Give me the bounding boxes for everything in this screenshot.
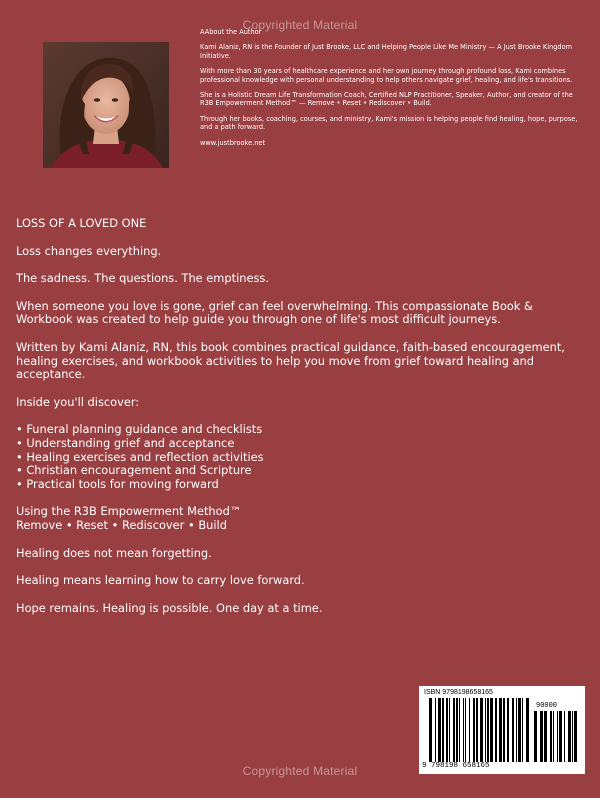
description-paragraph: The sadness. The questions. The emptiness. (16, 271, 269, 286)
discover-intro: Inside you'll discover: (16, 394, 140, 409)
bio-paragraph: She is a Holistic Dream Life Transformation Coach, Certified NLP Practitioner, Speaker, Author, and creator of the R3B Empowerment Method™ — Remove • Reset • Rediscover • Build. (200, 91, 573, 108)
watermark-top: Copyrighted Material (242, 18, 358, 32)
closing-line: Hope remains. Healing is possible. One day at a time. (16, 600, 323, 615)
list-item: • Healing exercises and reflection activities (16, 449, 264, 464)
about-author-heading: AAbout the Author (200, 28, 262, 36)
barcode-bars (429, 698, 529, 762)
author-portrait-image (43, 42, 169, 168)
barcode-digits: 9 798198 658165 (422, 762, 490, 770)
author-photo (43, 42, 169, 168)
method-steps: Remove • Reset • Rediscover • Build (16, 517, 227, 532)
barcode-addon-bars (534, 711, 578, 762)
watermark-bottom: Copyrighted Material (242, 764, 358, 778)
closing-line: Healing does not mean forgetting. (16, 545, 212, 560)
description-paragraph: Written by Kami Alaniz, RN, this book combines practical guidance, faith-based encouragement, healing exercises, and workbook activities to help you move from grief toward healing and acceptance. (16, 339, 565, 382)
list-item: • Practical tools for moving forward (16, 476, 219, 491)
method-block (16, 505, 586, 532)
description-paragraph: Loss changes everything. (16, 243, 162, 258)
bio-paragraph: With more than 30 years of healthcare experience and her own journey through profound loss, Kami combines professional knowledge with personal understanding to help others navigate grief, healing, and life's transitions. (200, 67, 573, 84)
list-item: • Funeral planning guidance and checklists (16, 422, 263, 437)
list-item: • Understanding grief and acceptance (16, 435, 235, 450)
list-item: • Christian encouragement and Scripture (16, 463, 252, 478)
isbn-text: ISBN 9798198658165 (424, 689, 493, 696)
closing-line: Healing means learning how to carry love forward. (16, 573, 305, 588)
method-line: Using the R3B Empowerment Method™ (16, 504, 242, 519)
bio-paragraph: Through her books, coaching, courses, and ministry, Kami's mission is helping people find healing, hope, purpose, and a path forward. (200, 114, 578, 132)
discover-list (16, 423, 586, 491)
book-description (16, 217, 586, 629)
isbn-barcode (419, 686, 585, 774)
price-code: 90000 (536, 702, 558, 710)
description-paragraph: When someone you love is gone, grief can feel overwhelming. This compassionate Book & Workbook was created to help guide you through one of life's most difficult journeys. (16, 298, 533, 327)
bio-paragraph: Kami Alaniz, RN is the Founder of Just Brooke, LLC and Helping People Like Me Ministry — A Just Brooke Kingdom Initiative. (200, 43, 573, 60)
about-author-section (200, 28, 580, 154)
book-title: LOSS OF A LOVED ONE (16, 216, 147, 230)
author-website: www.justbrooke.net (200, 138, 266, 147)
